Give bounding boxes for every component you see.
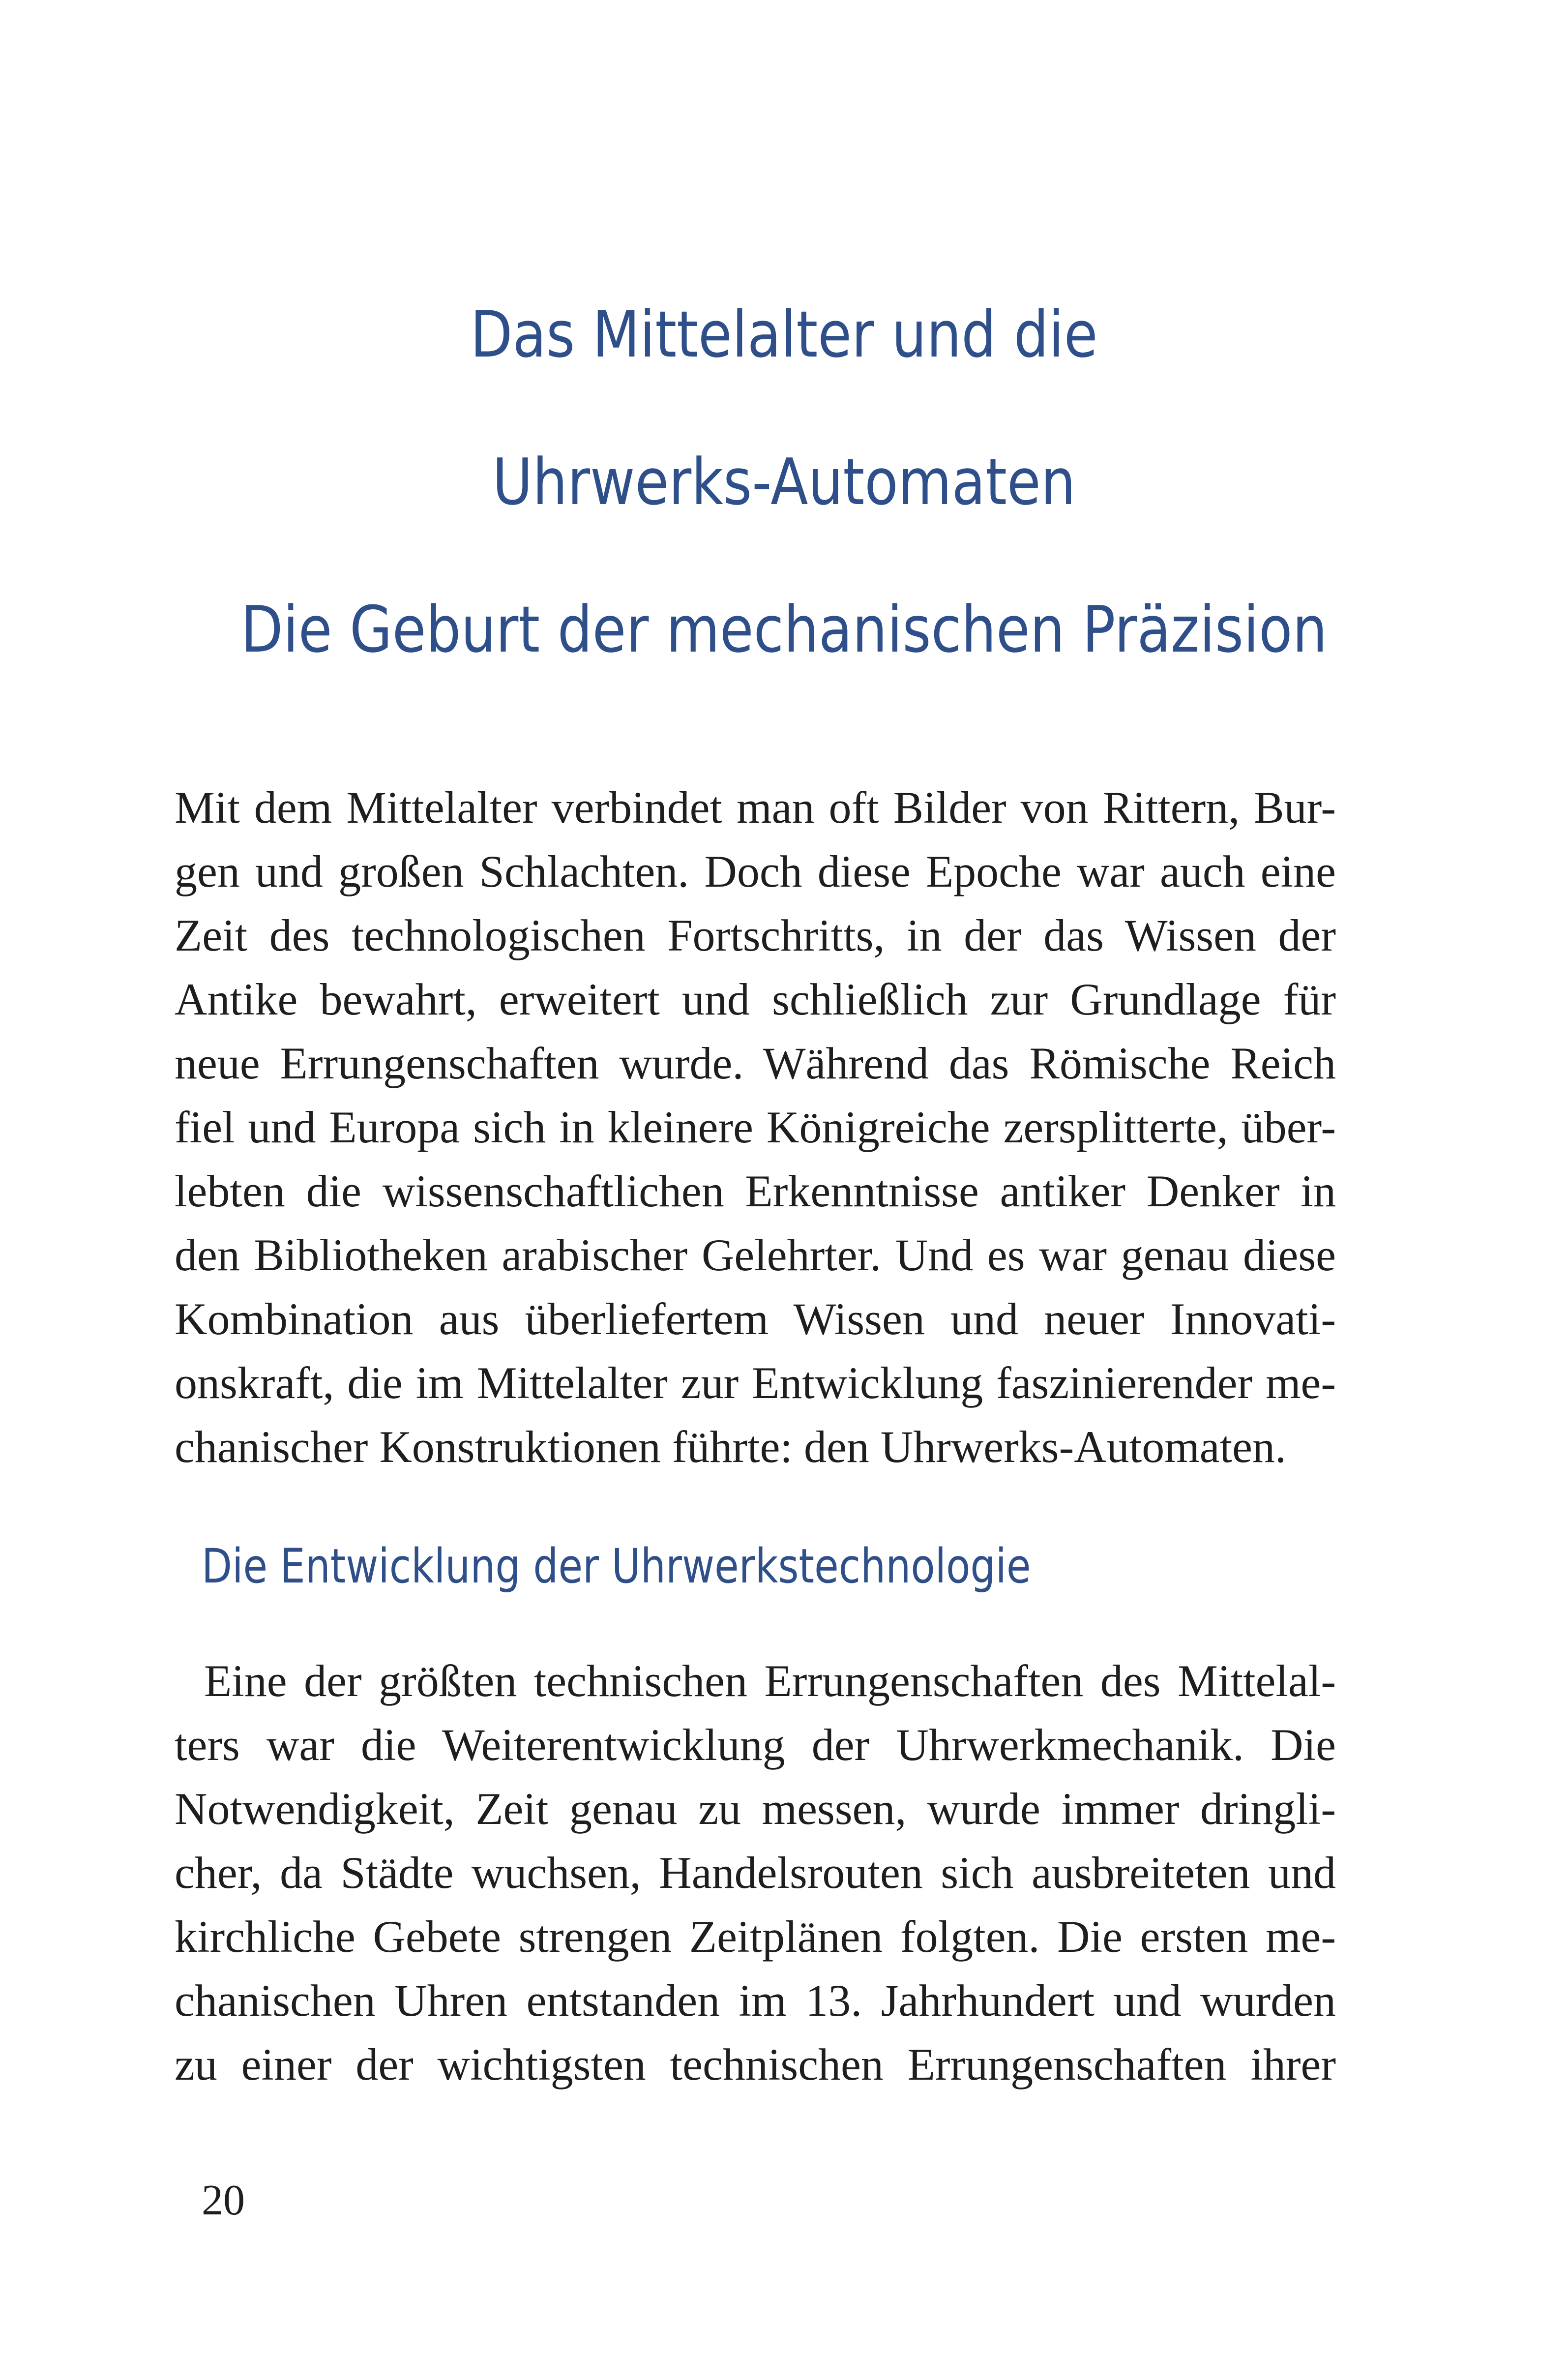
text-line: chanischer Konstruktionen führte: den Uhrwerks-Automaten. [175, 1422, 1287, 1472]
text-line: Notwendigkeit, Zeit genau zu messen, wurde immer dringli- [175, 1784, 1336, 1834]
intro-paragraph [175, 776, 1336, 1479]
text-line: Zeit des technologischen Fortschritts, in der das Wissen der [175, 910, 1336, 960]
text-line: Mit dem Mittelalter verbindet man oft Bilder von Rittern, Bur- [175, 782, 1336, 833]
section-heading: Die Entwicklung der Uhrwerkstechnologie [202, 1539, 1031, 1594]
text-line: neue Errungenschaften wurde. Während das Römische Reich [175, 1038, 1336, 1088]
text-line: den Bibliotheken arabischer Gelehrter. Und es war genau diese [175, 1230, 1336, 1280]
chapter-title [110, 261, 1458, 703]
text-line: Antike bewahrt, erweitert und schließlich zur Grundlage für [175, 974, 1336, 1024]
text-line: fiel und Europa sich in kleinere Königreiche zersplitterte, über- [175, 1102, 1336, 1152]
text-line: chanischen Uhren entstanden im 13. Jahrhundert und wurden [175, 1975, 1336, 2026]
text-line: onskraft, die im Mittelalter zur Entwicklung faszinierender me- [175, 1358, 1336, 1408]
text-line: Kombination aus überliefertem Wissen und neuer Innovati- [175, 1294, 1336, 1344]
chapter-title-line: Das Mittelalter und die [470, 297, 1098, 372]
text-line: kirchliche Gebete strengen Zeitplänen folgten. Die ersten me- [175, 1911, 1336, 1962]
text-line: ters war die Weiterentwicklung der Uhrwerkmechanik. Die [175, 1720, 1336, 1770]
page-number: 20 [202, 2177, 245, 2224]
text-line: gen und großen Schlachten. Doch diese Epoche war auch eine [175, 846, 1336, 896]
text-line: zu einer der wichtigsten technischen Errungenschaften ihrer [175, 2039, 1336, 2089]
chapter-title-line: Die Geburt der mechanischen Präzision [240, 592, 1328, 667]
text-line: Eine der größten technischen Errungenschaften des Mittelal- [204, 1656, 1336, 1706]
text-line: cher, da Städte wuchsen, Handelsrouten sich ausbreiteten und [175, 1848, 1336, 1898]
section-paragraph [175, 1649, 1336, 2096]
text-line: lebten die wissenschaftlichen Erkenntnisse antiker Denker in [175, 1166, 1336, 1216]
chapter-title-line: Uhrwerks-Automaten [492, 445, 1076, 519]
